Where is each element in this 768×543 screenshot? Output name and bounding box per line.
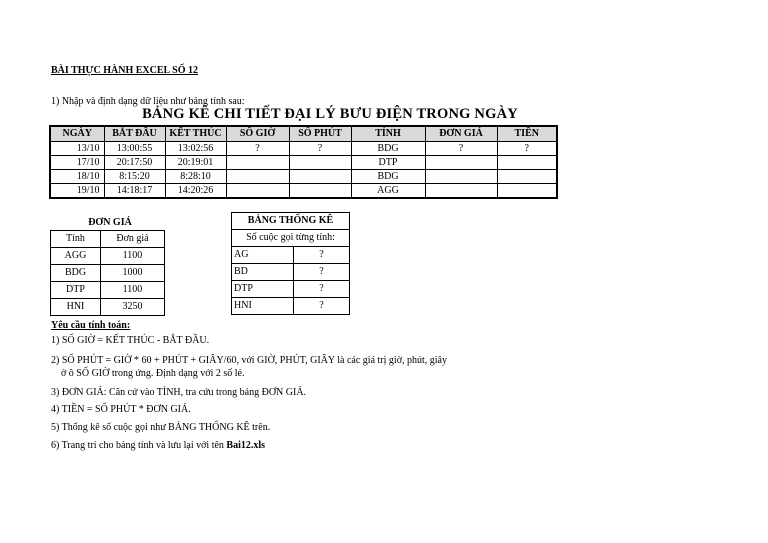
price-table-header-row [51, 231, 165, 248]
stat-table-title: BẢNG THỐNG KÊ [232, 213, 350, 230]
main-table-header-row [50, 126, 557, 142]
table-row [232, 247, 350, 264]
cell: 14:20:26 [165, 184, 226, 199]
cell: BDG [351, 170, 425, 184]
cell: 1100 [101, 282, 165, 299]
stat-table-subtitle-row [232, 230, 350, 247]
requirement-4: 4) TIỀN = SỐ PHÚT * ĐƠN GIÁ. [51, 404, 191, 415]
table-row [51, 265, 165, 282]
requirement-3: 3) ĐƠN GIÁ: Căn cứ vào TỈNH, tra cứu trong bảng ĐƠN GIÁ. [51, 387, 307, 398]
cell: 1100 [101, 248, 165, 265]
stat-table [231, 212, 350, 315]
cell: ? [294, 298, 350, 315]
price-table-title: ĐƠN GIÁ [88, 217, 132, 228]
main-table [49, 125, 558, 199]
cell: 14:18:17 [104, 184, 165, 199]
cell: 13/10 [50, 142, 104, 156]
page-title: BÀI THỰC HÀNH EXCEL SỐ 12 [51, 65, 198, 76]
cell: 3250 [101, 299, 165, 316]
cell: 13:02:56 [165, 142, 226, 156]
intro-text: 1) Nhập và định dạng dữ liệu như bảng tính sau: [51, 96, 245, 107]
cell: ? [226, 142, 289, 156]
requirement-2-line-1: 2) SỐ PHÚT = GIỜ * 60 + PHÚT + GIÂY/60, với GIỜ, PHÚT, GIÂY là các giá trị giờ, phút, giây [51, 355, 447, 366]
cell: HNI [51, 299, 101, 316]
requirement-5: 5) Thống kê số cuộc gọi như BẢNG THỐNG KÊ trên. [51, 422, 271, 433]
stat-table-title-row [232, 213, 350, 230]
requirement-6-text: 6) Trang trí cho bảng tính và lưu lại với tên [51, 440, 227, 451]
cell [497, 156, 557, 170]
cell: 13:00:55 [104, 142, 165, 156]
cell: ? [294, 281, 350, 298]
requirements-title: Yêu cầu tính toán: [51, 320, 131, 331]
requirement-1: 1) SỐ GIỜ = KẾT THÚC - BẮT ĐẦU. [51, 335, 210, 346]
cell: AGG [351, 184, 425, 199]
cell: 8:28:10 [165, 170, 226, 184]
table-row [50, 156, 557, 170]
cell [497, 170, 557, 184]
table-row [232, 264, 350, 281]
cell [425, 184, 497, 199]
cell: ? [425, 142, 497, 156]
header-ket-thuc: KẾT THÚC [165, 126, 226, 142]
cell: BDG [51, 265, 101, 282]
cell [425, 156, 497, 170]
table-row [51, 248, 165, 265]
table-row [50, 142, 557, 156]
table-row [232, 281, 350, 298]
requirement-6-filename: Bai12.xls [226, 440, 266, 451]
table-row [232, 298, 350, 315]
cell: 19/10 [50, 184, 104, 199]
header-bat-dau: BẮT ĐẦU [104, 126, 165, 142]
header-tien: TIỀN [497, 126, 557, 142]
cell: AG [232, 247, 294, 264]
cell: ? [294, 264, 350, 281]
requirement-6 [51, 440, 265, 452]
cell: DTP [232, 281, 294, 298]
table-row [50, 170, 557, 184]
cell: DTP [351, 156, 425, 170]
cell: 8:15:20 [104, 170, 165, 184]
cell: 1000 [101, 265, 165, 282]
cell: DTP [51, 282, 101, 299]
table-row [50, 184, 557, 199]
cell: 20:19:01 [165, 156, 226, 170]
cell: 17/10 [50, 156, 104, 170]
price-header-tinh: Tỉnh [51, 231, 101, 248]
cell: ? [289, 142, 351, 156]
cell [497, 184, 557, 199]
cell: HNI [232, 298, 294, 315]
cell: BD [232, 264, 294, 281]
header-don-gia: ĐƠN GIÁ [425, 126, 497, 142]
cell: BDG [351, 142, 425, 156]
cell [425, 170, 497, 184]
cell [226, 170, 289, 184]
price-table [50, 230, 165, 316]
price-header-don-gia: Đơn giá [101, 231, 165, 248]
header-tinh: TỈNH [351, 126, 425, 142]
cell [226, 184, 289, 199]
cell [226, 156, 289, 170]
cell [289, 156, 351, 170]
cell: ? [294, 247, 350, 264]
requirement-2-line-2: ở ô SỐ GIỜ trong ứng. Định dạng với 2 số lẻ. [61, 368, 245, 379]
cell: 20:17:50 [104, 156, 165, 170]
main-table-heading: BẢNG KÊ CHI TIẾT ĐẠI LÝ BƯU ĐIỆN TRONG NGÀY [142, 106, 518, 122]
cell: ? [497, 142, 557, 156]
header-so-gio: SỐ GIỜ [226, 126, 289, 142]
cell [289, 184, 351, 199]
stat-table-subtitle: Số cuộc gọi từng tỉnh: [232, 230, 350, 247]
cell: AGG [51, 248, 101, 265]
cell [289, 170, 351, 184]
table-row [51, 299, 165, 316]
cell: 18/10 [50, 170, 104, 184]
header-ngay: NGÀY [50, 126, 104, 142]
header-so-phut: SỐ PHÚT [289, 126, 351, 142]
table-row [51, 282, 165, 299]
